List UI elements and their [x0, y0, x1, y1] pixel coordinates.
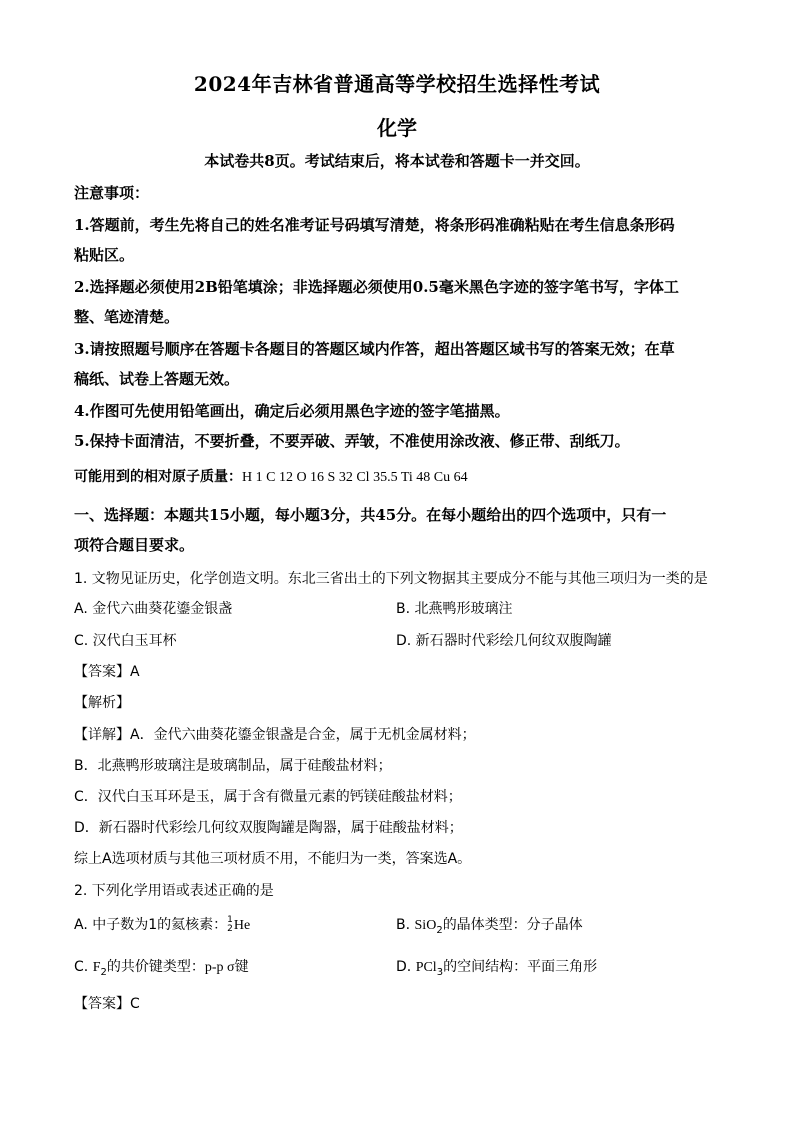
q2-stem: 2. 下列化学用语或表述正确的是: [74, 883, 274, 899]
q1-option-a: A. 金代六曲葵花鎏金银盏: [74, 601, 233, 617]
note-line: 1.答题前，考生先将自己的姓名准考证号码填写清楚，将条形码准确粘贴在考生信息条形码: [74, 216, 675, 234]
q2-option-c: [74, 956, 249, 978]
atomic-masses-label: 可能用到的相对原子质量：: [74, 469, 242, 485]
note-line: 4.作图可先使用铅笔画出，确定后必须用黑色字迹的签字笔描黑。: [74, 402, 510, 420]
q2-option-a-text: A. 中子数为1的氦核素：: [74, 917, 228, 933]
q1-detail-line: [74, 724, 476, 744]
option-text: 的晶体类型：分子晶体: [442, 917, 583, 933]
note-line: 粘贴区。: [74, 246, 135, 264]
option-text: 的共价键类型：: [106, 959, 205, 975]
note-line: 3.请按照题号顺序在答题卡各题目的答题区域内作答，超出答题区域书写的答案无效；在草: [74, 340, 675, 358]
q1-conclusion: 综上A选项材质与其他三项材质不用，不能归为一类，答案选A。: [74, 851, 472, 867]
answer-tag: 【答案】: [74, 664, 130, 680]
formula-subscript: 2: [436, 924, 443, 936]
q1-detail-line: D．新石器时代彩绘几何纹双腹陶罐是陶器，属于硅酸盐材料；: [74, 820, 463, 836]
answer-value: C: [130, 996, 140, 1012]
note-line: 2.选择题必须使用2B铅笔填涂；非选择题必须使用0.5毫米黑色字迹的签字笔书写，字体工: [74, 278, 679, 296]
formula: SiO: [414, 918, 437, 933]
detail-text: A．金代六曲葵花鎏金银盏是合金，属于无机金属材料；: [130, 727, 476, 743]
detail-tag: 【详解】: [74, 727, 130, 743]
option-letter: B.: [396, 917, 411, 933]
q2-option-d: [396, 956, 597, 978]
q1-option-c: C. 汉代白玉耳杯: [74, 633, 177, 649]
formula-subscript: 2: [100, 966, 107, 978]
exam-title: 2024年吉林省普通高等学校招生选择性考试: [193, 72, 601, 96]
option-tail: 键: [234, 959, 249, 975]
note-line: 稿纸、试卷上答题无效。: [74, 370, 240, 388]
section-heading-cont: 项符合题目要求。: [74, 536, 195, 554]
q2-option-b: [396, 914, 583, 936]
subject-title: 化学: [377, 116, 417, 140]
element-symbol: He: [233, 918, 251, 933]
section-heading: 一、选择题：本题共15小题，每小题3分，共45分。在每小题给出的四个选项中，只有一: [74, 506, 667, 524]
q1-detail-line: B．北燕鸭形玻璃注是玻璃制品，属于硅酸盐材料；: [74, 758, 392, 774]
option-letter: C.: [74, 959, 89, 975]
answer-tag: 【答案】: [74, 996, 130, 1012]
bond-type: p-p σ: [204, 960, 235, 975]
q2-answer: [74, 993, 140, 1013]
formula-subscript: 3: [436, 966, 444, 978]
q1-analysis-tag: 【解析】: [74, 695, 130, 711]
option-text: 的空间结构：平面三角形: [443, 959, 598, 975]
note-line: 整、笔迹清楚。: [74, 308, 180, 326]
intro-line: 本试卷共8页。考试结束后，将本试卷和答题卡一并交回。: [204, 152, 590, 170]
formula: F: [92, 960, 101, 975]
formula: PCl: [415, 960, 437, 975]
nuclide-notation: [227, 916, 233, 934]
q1-stem: 1. 文物见证历史，化学创造文明。东北三省出土的下列文物据其主要成分不能与其他三项归为一类的是: [74, 571, 708, 587]
q1-detail-line: C．汉代白玉耳环是玉，属于含有微量元素的钙镁硅酸盐材料；: [74, 789, 462, 805]
atomic-masses-values: H 1 C 12 O 16 S 32 Cl 35.5 Ti 48 Cu 64: [242, 470, 468, 485]
notes-heading: 注意事项：: [74, 184, 150, 202]
q1-option-d: D. 新石器时代彩绘几何纹双腹陶罐: [396, 633, 612, 649]
atomic-number: 2: [227, 924, 233, 934]
answer-value: A: [130, 664, 140, 680]
q2-option-a: [74, 914, 250, 934]
q1-answer: [74, 661, 140, 681]
atomic-masses: [74, 466, 468, 486]
option-letter: D.: [396, 959, 412, 975]
mass-number: 1: [227, 915, 233, 925]
note-line: 5.保持卡面清洁，不要折叠，不要弄破、弄皱，不准使用涂改液、修正带、刮纸刀。: [74, 432, 630, 450]
q1-option-b: B. 北燕鸭形玻璃注: [396, 601, 513, 617]
